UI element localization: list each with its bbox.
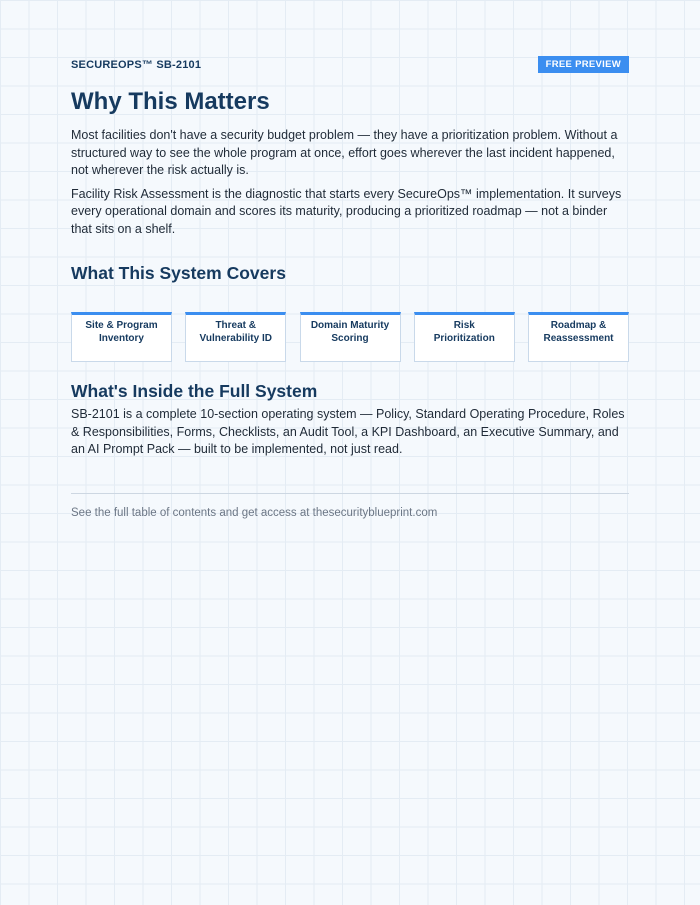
inside-paragraph: SB-2101 is a complete 10-section operating system — Policy, Standard Operating Procedure, Roles & Responsibilities, Forms, Checklists, an Audit Tool, a KPI Dashboard, an Executive Summary, and an AI Prompt Pack — built to be implemented, not just read. <box>71 407 625 456</box>
coverage-card-threat <box>185 312 286 362</box>
footer-note: See the full table of contents and get access at thesecurityblueprint.com <box>71 506 438 519</box>
intro-paragraph-1: Most facilities don't have a security budget problem — they have a prioritization problem. Without a structured way to see the whole program at once, effort goes wherever the last incident happened, not wherever the risk actually is. <box>71 128 618 177</box>
intro-paragraph-2: Facility Risk Assessment is the diagnostic that starts every SecureOps™ implementation. It surveys every operational domain and scores its maturity, producing a prioritized roadmap — not a binder that sits on a shelf. <box>71 186 622 236</box>
page-title: Why This Matters <box>71 88 270 115</box>
free-preview-badge: FREE PREVIEW <box>538 56 629 73</box>
coverage-card-roadmap <box>528 312 629 362</box>
coverage-cards <box>71 312 629 362</box>
coverage-card-label: Roadmap & Reassessment <box>543 320 614 344</box>
divider <box>71 493 629 494</box>
covers-section-title: What This System Covers <box>71 263 286 283</box>
coverage-card-label: Risk Prioritization <box>433 320 495 344</box>
coverage-card-label: Domain Maturity Scoring <box>310 320 390 344</box>
inside-section-title: What's Inside the Full System <box>71 381 318 401</box>
document-page <box>71 56 629 521</box>
coverage-card-inventory <box>71 312 172 362</box>
top-bar <box>71 56 629 73</box>
coverage-card-label: Site & Program Inventory <box>85 320 158 344</box>
document-id: SECUREOPS™ SB-2101 <box>71 59 202 71</box>
coverage-card-maturity <box>300 312 401 362</box>
coverage-card-prioritization <box>414 312 515 362</box>
coverage-card-label: Threat & Vulnerability ID <box>199 320 272 344</box>
